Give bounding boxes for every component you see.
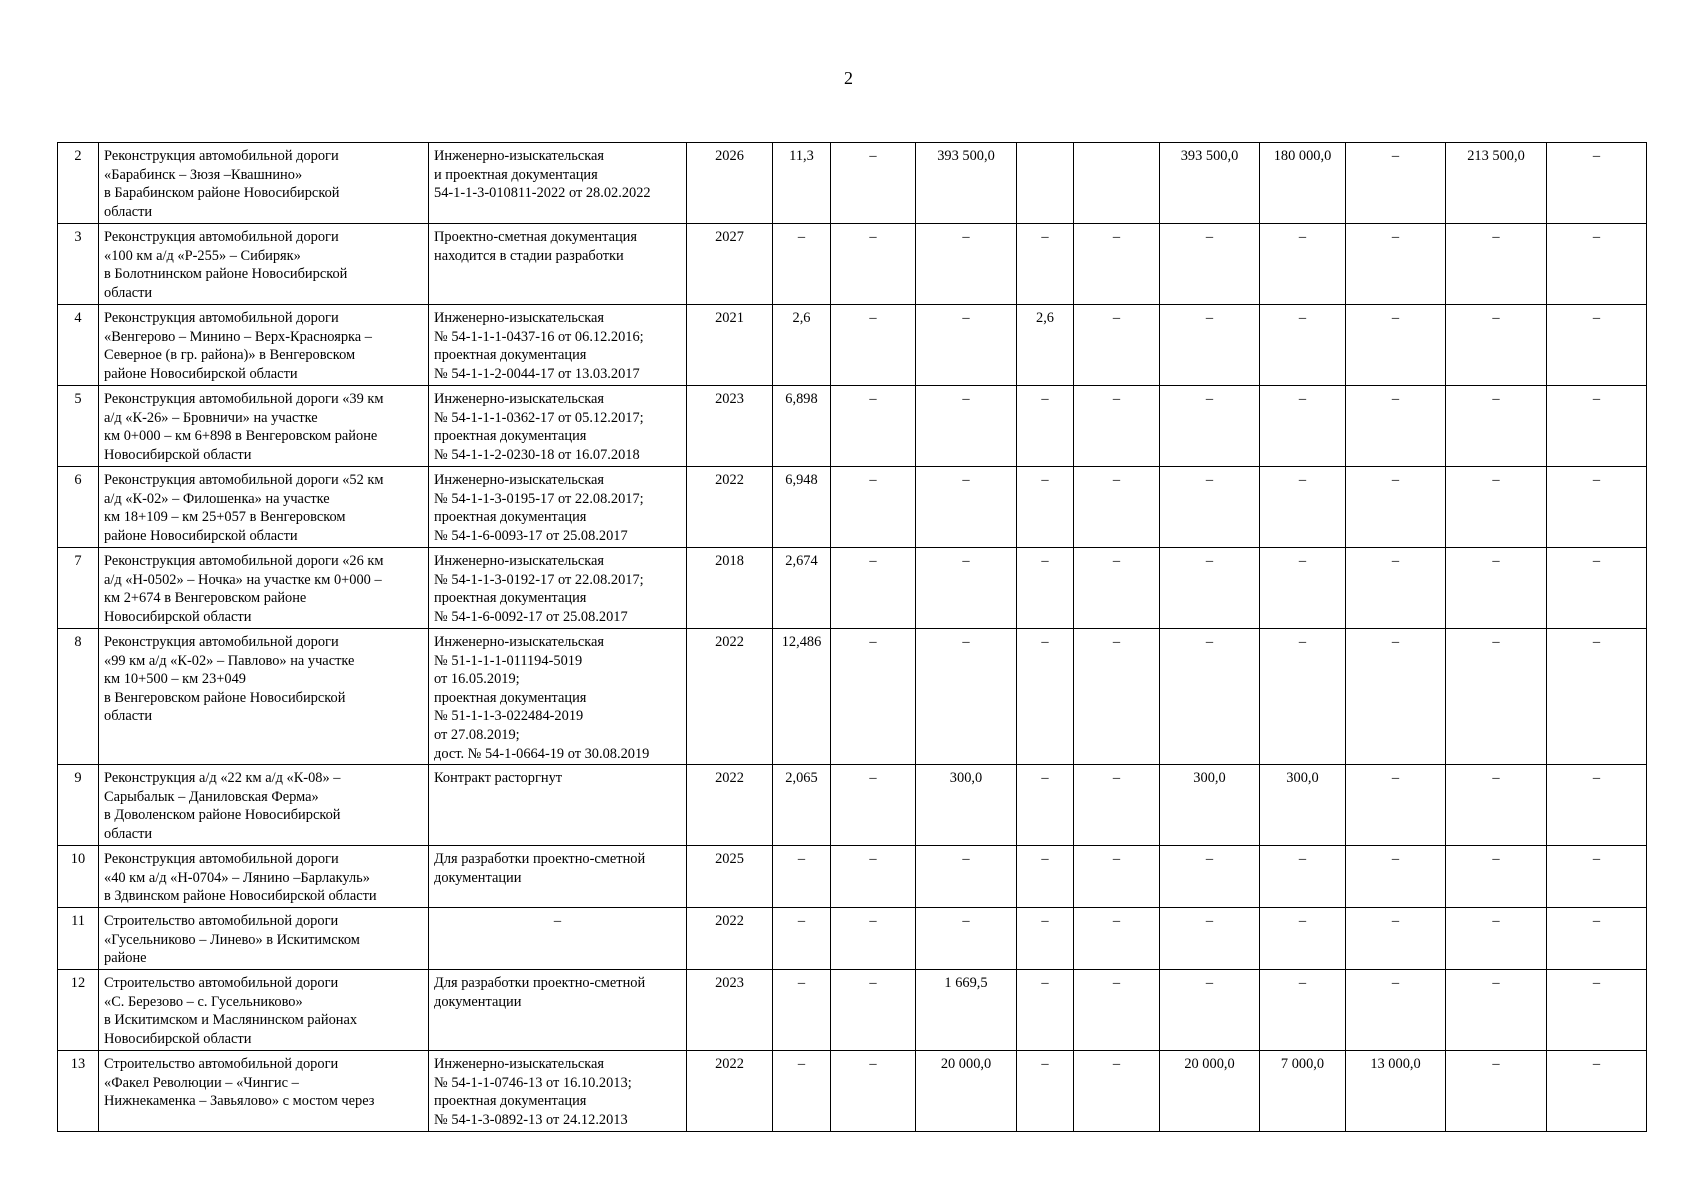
document-info-line: Инженерно-изыскательская	[434, 391, 605, 407]
object-name-line: «Гусельниково – Линево» в Искитимском	[104, 931, 360, 948]
value-cell-3: 2,6	[1017, 305, 1074, 386]
value-cell-6: –	[1260, 970, 1346, 1051]
value-cell-4: –	[1074, 629, 1160, 765]
value-cell-8: –	[1446, 1051, 1547, 1132]
row-number: 10	[58, 846, 99, 908]
value-cell-7: –	[1346, 846, 1446, 908]
object-name-line: Новосибирской области	[104, 1030, 252, 1047]
value-cell-4: –	[1074, 970, 1160, 1051]
value-cell-8: 213 500,0	[1446, 143, 1547, 224]
value-cell-9: –	[1547, 765, 1647, 846]
value-cell-6: 300,0	[1260, 765, 1346, 846]
object-name-line: области	[104, 284, 153, 301]
value-cell-3: –	[1017, 846, 1074, 908]
value-cell-7: 13 000,0	[1346, 1051, 1446, 1132]
value-cell-6: 7 000,0	[1260, 1051, 1346, 1132]
object-name-line: «100 км а/д «Р-255» – Сибиряк»	[104, 247, 301, 264]
value-cell-2: –	[916, 386, 1017, 467]
document-info-line: № 51-1-1-1-011194-5019	[434, 652, 583, 669]
object-name-line: а/д «К-02» – Филошенка» на участке	[104, 490, 330, 507]
value-cell-3: –	[1017, 224, 1074, 305]
object-name-line: Строительство автомобильной дороги	[104, 1056, 339, 1072]
object-name	[99, 629, 429, 765]
value-cell-7: –	[1346, 386, 1446, 467]
document-info	[429, 305, 687, 386]
table-body	[58, 143, 1647, 1132]
object-name-line: в Венгеровском районе Новосибирской	[104, 689, 346, 706]
value-cell-1: –	[831, 629, 916, 765]
row-number: 9	[58, 765, 99, 846]
document-info-line: № 54-1-1-2-0044-17 от 13.03.2017	[434, 365, 640, 382]
value-cell-5: –	[1160, 305, 1260, 386]
document-info	[429, 908, 687, 970]
object-name-line: районе Новосибирской области	[104, 365, 298, 382]
object-name-line: Реконструкция автомобильной дороги	[104, 634, 339, 650]
length-cell: –	[773, 1051, 831, 1132]
object-name-line: в Искитимском и Маслянинском районах	[104, 1012, 358, 1029]
object-name-line: Реконструкция автомобильной дороги «39 км	[104, 391, 384, 407]
row-number: 8	[58, 629, 99, 765]
year-cell: 2021	[687, 305, 773, 386]
value-cell-3: –	[1017, 386, 1074, 467]
object-name-line: Реконструкция автомобильной дороги «52 км	[104, 472, 384, 488]
document-info-line: Инженерно-изыскательская	[434, 634, 605, 650]
value-cell-8: –	[1446, 386, 1547, 467]
object-name-line: Нижнекаменка – Завьялово» с мостом через	[104, 1093, 375, 1110]
value-cell-4	[1074, 143, 1160, 224]
value-cell-9: –	[1547, 305, 1647, 386]
document-info-line: № 54-1-6-0093-17 от 25.08.2017	[434, 527, 628, 544]
value-cell-5: 300,0	[1160, 765, 1260, 846]
document-info-line: Проектно-сметная документация	[434, 229, 637, 245]
table-row	[58, 908, 1647, 970]
object-name-line: км 18+109 – км 25+057 в Венгеровском	[104, 509, 346, 526]
document-info	[429, 846, 687, 908]
row-number: 11	[58, 908, 99, 970]
value-cell-9: –	[1547, 143, 1647, 224]
value-cell-2: –	[916, 305, 1017, 386]
row-number: 13	[58, 1051, 99, 1132]
value-cell-6: –	[1260, 629, 1346, 765]
document-info-line: № 54-1-1-0746-13 от 16.10.2013;	[434, 1074, 632, 1091]
object-name	[99, 386, 429, 467]
value-cell-4: –	[1074, 305, 1160, 386]
object-name-line: Реконструкция автомобильной дороги	[104, 851, 339, 867]
value-cell-9: –	[1547, 386, 1647, 467]
value-cell-8: –	[1446, 908, 1547, 970]
document-info-line: Инженерно-изыскательская	[434, 472, 605, 488]
value-cell-8: –	[1446, 970, 1547, 1051]
value-cell-2: –	[916, 629, 1017, 765]
row-number: 5	[58, 386, 99, 467]
table-row	[58, 224, 1647, 305]
value-cell-2: –	[916, 467, 1017, 548]
document-info-line: № 54-1-6-0092-17 от 25.08.2017	[434, 608, 628, 625]
value-cell-5: 20 000,0	[1160, 1051, 1260, 1132]
value-cell-6: –	[1260, 224, 1346, 305]
value-cell-3: –	[1017, 467, 1074, 548]
year-cell: 2023	[687, 386, 773, 467]
length-cell: 6,948	[773, 467, 831, 548]
object-name-line: области	[104, 203, 153, 220]
value-cell-5: 393 500,0	[1160, 143, 1260, 224]
document-info-line: Инженерно-изыскательская	[434, 310, 605, 326]
document-info-line: Инженерно-изыскательская	[434, 148, 605, 164]
year-cell: 2022	[687, 1051, 773, 1132]
document-info-line: Инженерно-изыскательская	[434, 1056, 605, 1072]
table-row	[58, 467, 1647, 548]
value-cell-1: –	[831, 765, 916, 846]
value-cell-2: –	[916, 908, 1017, 970]
length-cell: 6,898	[773, 386, 831, 467]
table-row	[58, 846, 1647, 908]
year-cell: 2022	[687, 629, 773, 765]
object-name	[99, 846, 429, 908]
object-name-line: Новосибирской области	[104, 608, 252, 625]
document-info-line: проектная документация	[434, 347, 587, 364]
value-cell-7: –	[1346, 908, 1446, 970]
row-number: 3	[58, 224, 99, 305]
document-info	[429, 629, 687, 765]
document-info-line: № 54-1-1-2-0230-18 от 16.07.2018	[434, 446, 640, 463]
object-name	[99, 467, 429, 548]
value-cell-8: –	[1446, 846, 1547, 908]
document-info	[429, 143, 687, 224]
value-cell-1: –	[831, 224, 916, 305]
document-info-line: проектная документация	[434, 590, 587, 607]
value-cell-4: –	[1074, 1051, 1160, 1132]
object-name-line: Реконструкция автомобильной дороги	[104, 310, 339, 326]
length-cell: 11,3	[773, 143, 831, 224]
document-info-line: Для разработки проектно-сметной	[434, 975, 646, 991]
value-cell-4: –	[1074, 548, 1160, 629]
year-cell: 2018	[687, 548, 773, 629]
year-cell: 2022	[687, 765, 773, 846]
table-row	[58, 548, 1647, 629]
object-name-line: «С. Березово – с. Гусельниково»	[104, 993, 303, 1010]
value-cell-8: –	[1446, 548, 1547, 629]
year-cell: 2026	[687, 143, 773, 224]
value-cell-5: –	[1160, 386, 1260, 467]
length-cell: 2,065	[773, 765, 831, 846]
value-cell-1: –	[831, 970, 916, 1051]
document-info	[429, 970, 687, 1051]
value-cell-5: –	[1160, 548, 1260, 629]
object-name	[99, 305, 429, 386]
object-name-line: «Венгерово – Минино – Верх-Красноярка –	[104, 328, 372, 345]
object-name-line: км 10+500 – км 23+049	[104, 671, 246, 688]
object-name-line: Сарыбалык – Даниловская Ферма»	[104, 788, 319, 805]
document-info-line: № 54-1-1-1-0437-16 от 06.12.2016;	[434, 328, 644, 345]
value-cell-6: –	[1260, 305, 1346, 386]
length-cell: –	[773, 970, 831, 1051]
object-name-line: в Здвинском районе Новосибирской области	[104, 888, 377, 905]
document-info-line: № 54-1-1-3-0192-17 от 22.08.2017;	[434, 571, 644, 588]
table-row	[58, 629, 1647, 765]
value-cell-7: –	[1346, 143, 1446, 224]
value-cell-1: –	[831, 386, 916, 467]
value-cell-7: –	[1346, 629, 1446, 765]
document-info-line: проектная документация	[434, 689, 587, 706]
value-cell-7: –	[1346, 548, 1446, 629]
value-cell-1: –	[831, 908, 916, 970]
document-info-line: проектная документация	[434, 428, 587, 445]
document-info	[429, 467, 687, 548]
value-cell-6: –	[1260, 846, 1346, 908]
length-cell: –	[773, 846, 831, 908]
row-number: 4	[58, 305, 99, 386]
value-cell-5: –	[1160, 846, 1260, 908]
length-cell: 2,6	[773, 305, 831, 386]
document-info-line: № 54-1-1-1-0362-17 от 05.12.2017;	[434, 409, 644, 426]
object-name-line: «99 км а/д «К-02» – Павлово» на участке	[104, 652, 355, 669]
row-number: 6	[58, 467, 99, 548]
value-cell-4: –	[1074, 765, 1160, 846]
value-cell-6: 180 000,0	[1260, 143, 1346, 224]
document-info	[429, 765, 687, 846]
year-cell: 2025	[687, 846, 773, 908]
document-info	[429, 386, 687, 467]
object-name-line: Новосибирской области	[104, 446, 252, 463]
object-name-line: районе Новосибирской области	[104, 527, 298, 544]
value-cell-9: –	[1547, 629, 1647, 765]
document-info-line: находится в стадии разработки	[434, 247, 624, 264]
value-cell-9: –	[1547, 1051, 1647, 1132]
object-name-line: а/д «К-26» – Бровничи» на участке	[104, 409, 318, 426]
value-cell-2: –	[916, 846, 1017, 908]
value-cell-5: –	[1160, 224, 1260, 305]
document-info-line: Для разработки проектно-сметной	[434, 851, 646, 867]
length-cell: –	[773, 908, 831, 970]
object-name	[99, 970, 429, 1051]
value-cell-9: –	[1547, 846, 1647, 908]
value-cell-8: –	[1446, 765, 1547, 846]
object-name-line: в Доволенском районе Новосибирской	[104, 807, 341, 824]
value-cell-8: –	[1446, 224, 1547, 305]
value-cell-2: 300,0	[916, 765, 1017, 846]
length-cell: 12,486	[773, 629, 831, 765]
table-row	[58, 1051, 1647, 1132]
value-cell-4: –	[1074, 224, 1160, 305]
value-cell-9: –	[1547, 548, 1647, 629]
value-cell-9: –	[1547, 908, 1647, 970]
object-name-line: км 0+000 – км 6+898 в Венгеровском районе	[104, 428, 378, 445]
document-info-line: № 54-1-1-3-0195-17 от 22.08.2017;	[434, 490, 644, 507]
object-name	[99, 224, 429, 305]
value-cell-3: –	[1017, 629, 1074, 765]
value-cell-8: –	[1446, 629, 1547, 765]
document-info-line: дост. № 54-1-0664-19 от 30.08.2019	[434, 745, 650, 762]
object-name-line: «Барабинск – Зюзя –Квашнино»	[104, 166, 303, 183]
value-cell-6: –	[1260, 386, 1346, 467]
value-cell-1: –	[831, 143, 916, 224]
value-cell-5: –	[1160, 629, 1260, 765]
year-cell: 2022	[687, 467, 773, 548]
value-cell-6: –	[1260, 908, 1346, 970]
row-number: 12	[58, 970, 99, 1051]
value-cell-4: –	[1074, 467, 1160, 548]
value-cell-4: –	[1074, 386, 1160, 467]
value-cell-7: –	[1346, 467, 1446, 548]
value-cell-2: 1 669,5	[916, 970, 1017, 1051]
table-row	[58, 305, 1647, 386]
object-name-line: Реконструкция а/д «22 км а/д «К-08» –	[104, 770, 341, 786]
value-cell-3: –	[1017, 1051, 1074, 1132]
object-name-line: в Барабинском районе Новосибирской	[104, 185, 340, 202]
document-info-line: Контракт расторгнут	[434, 770, 563, 786]
value-cell-5: –	[1160, 970, 1260, 1051]
value-cell-1: –	[831, 467, 916, 548]
value-cell-1: –	[831, 305, 916, 386]
object-name-line: Реконструкция автомобильной дороги «26 км	[104, 553, 384, 569]
object-name-line: в Болотнинском районе Новосибирской	[104, 266, 348, 283]
value-cell-7: –	[1346, 305, 1446, 386]
document-info-line: –	[553, 913, 562, 929]
year-cell: 2022	[687, 908, 773, 970]
object-name-line: Реконструкция автомобильной дороги	[104, 148, 339, 164]
roads-table	[57, 142, 1647, 1132]
value-cell-2: 393 500,0	[916, 143, 1017, 224]
value-cell-3: –	[1017, 908, 1074, 970]
document-info	[429, 224, 687, 305]
object-name-line: Северное (в гр. района)» в Венгеровском	[104, 347, 356, 364]
value-cell-3: –	[1017, 970, 1074, 1051]
document-info-line: № 54-1-3-0892-13 от 24.12.2013	[434, 1111, 628, 1128]
table-row	[58, 386, 1647, 467]
object-name	[99, 548, 429, 629]
value-cell-1: –	[831, 1051, 916, 1132]
row-number: 2	[58, 143, 99, 224]
year-cell: 2023	[687, 970, 773, 1051]
table-row	[58, 970, 1647, 1051]
value-cell-8: –	[1446, 467, 1547, 548]
value-cell-7: –	[1346, 765, 1446, 846]
length-cell: –	[773, 224, 831, 305]
value-cell-6: –	[1260, 548, 1346, 629]
value-cell-4: –	[1074, 846, 1160, 908]
value-cell-1: –	[831, 846, 916, 908]
document-info-line: и проектная документация	[434, 166, 598, 183]
object-name-line: области	[104, 825, 153, 842]
document-info-line: от 27.08.2019;	[434, 726, 520, 743]
object-name-line: «40 км а/д «Н-0704» – Лянино –Барлакуль»	[104, 869, 370, 886]
value-cell-2: –	[916, 548, 1017, 629]
page-number: 2	[844, 68, 853, 88]
value-cell-3: –	[1017, 548, 1074, 629]
value-cell-2: –	[916, 224, 1017, 305]
length-cell: 2,674	[773, 548, 831, 629]
object-name	[99, 908, 429, 970]
value-cell-2: 20 000,0	[916, 1051, 1017, 1132]
document-info	[429, 548, 687, 629]
year-cell: 2027	[687, 224, 773, 305]
document-info-line: документации	[434, 993, 522, 1010]
document-info-line: № 51-1-1-3-022484-2019	[434, 708, 584, 725]
value-cell-7: –	[1346, 224, 1446, 305]
object-name-line: Строительство автомобильной дороги	[104, 975, 339, 991]
value-cell-3: –	[1017, 765, 1074, 846]
value-cell-5: –	[1160, 467, 1260, 548]
row-number: 7	[58, 548, 99, 629]
document-info-line: проектная документация	[434, 509, 587, 526]
object-name-line: Строительство автомобильной дороги	[104, 913, 339, 929]
object-name	[99, 143, 429, 224]
value-cell-1: –	[831, 548, 916, 629]
document-info-line: 54-1-1-3-010811-2022 от 28.02.2022	[434, 185, 651, 202]
value-cell-8: –	[1446, 305, 1547, 386]
value-cell-7: –	[1346, 970, 1446, 1051]
object-name-line: а/д «Н-0502» – Ночка» на участке км 0+000 –	[104, 571, 382, 588]
object-name-line: км 2+674 в Венгеровском районе	[104, 590, 307, 607]
value-cell-3	[1017, 143, 1074, 224]
value-cell-4: –	[1074, 908, 1160, 970]
object-name-line: области	[104, 708, 153, 725]
object-name-line: Реконструкция автомобильной дороги	[104, 229, 339, 245]
object-name-line: районе	[104, 950, 147, 967]
table-row	[58, 143, 1647, 224]
document-info	[429, 1051, 687, 1132]
table-row	[58, 765, 1647, 846]
value-cell-9: –	[1547, 224, 1647, 305]
object-name-line: «Факел Революции – «Чингис –	[104, 1074, 299, 1091]
value-cell-6: –	[1260, 467, 1346, 548]
value-cell-5: –	[1160, 908, 1260, 970]
value-cell-9: –	[1547, 467, 1647, 548]
object-name	[99, 765, 429, 846]
document-info-line: от 16.05.2019;	[434, 671, 520, 688]
document-info-line: Инженерно-изыскательская	[434, 553, 605, 569]
object-name	[99, 1051, 429, 1132]
document-info-line: проектная документация	[434, 1093, 587, 1110]
document-info-line: документации	[434, 869, 522, 886]
value-cell-9: –	[1547, 970, 1647, 1051]
